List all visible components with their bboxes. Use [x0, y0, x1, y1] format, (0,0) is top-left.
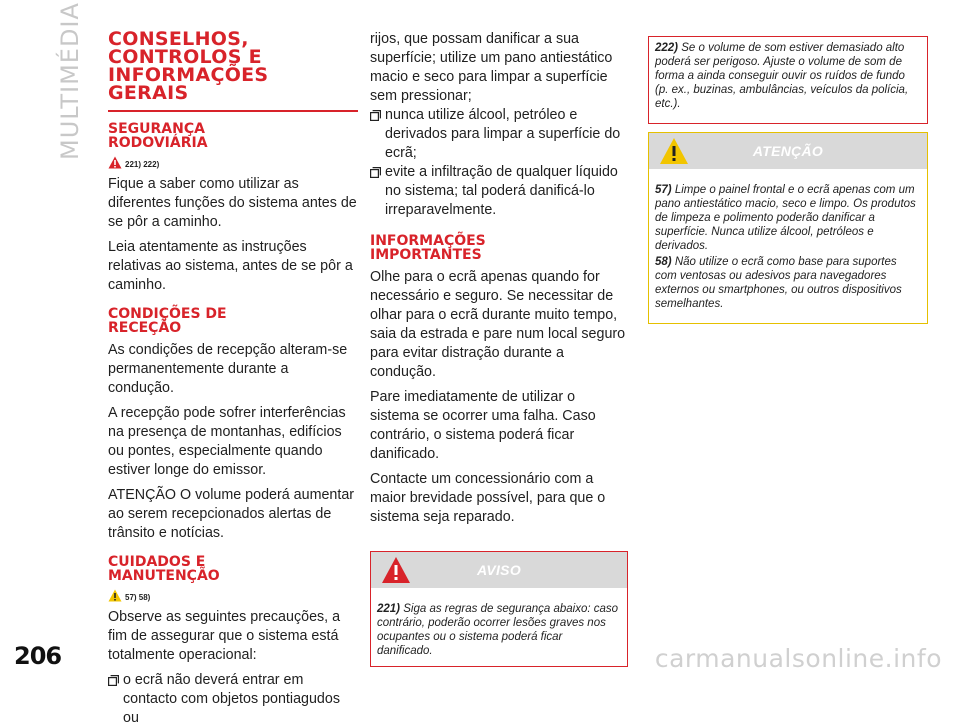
warning-triangle-yellow-icon	[108, 589, 122, 602]
warning-triangle-red-icon	[381, 556, 411, 584]
warning-triangle-yellow-icon	[659, 137, 689, 165]
paragraph: Observe as seguintes precauções, a fim de assegurar que o sistema está totalmente operacional:	[108, 609, 341, 663]
paragraph: ATENÇÃO O volume poderá aumentar ao serem recepcionados alertas de trânsito e notícias.	[108, 487, 355, 541]
notice-body	[649, 169, 927, 323]
bullet-square-icon	[370, 110, 381, 121]
aviso-notice-box	[370, 551, 628, 667]
notice-header	[649, 133, 927, 169]
column-1	[108, 30, 358, 728]
list-item: nunca utilize álcool, petróleo e derivados para limpar a superfície do ecrã;	[370, 106, 628, 163]
side-section-label: MULTIMÉDIA	[56, 2, 84, 160]
notice-item: 58) Não utilize o ecrã como base para suportes com ventosas ou adesivos para navegadores externos ou smartphones, ou outros dispositivos semelhantes.	[655, 256, 902, 310]
notice-title: AVISO	[476, 562, 522, 578]
notice-header	[371, 552, 627, 588]
paragraph: Pare imediatamente de utilizar o sistema se ocorrer uma falha. Caso contrário, o sistema poderá ficar danificado.	[370, 389, 596, 462]
bullet-square-icon	[108, 675, 119, 686]
section-title-care-maintenance: CUIDADOS E MANUTENÇÃO	[108, 554, 220, 584]
notice-item: 222) Se o volume de som estiver demasiado alto poderá ser perigoso. Ajuste o volume de som de forma a ainda conseguir ouvir os ruídos de fundo (p. ex., buzinas, ambulâncias, veículos da polícia, etc.).	[655, 42, 909, 110]
atencao-notice-box	[648, 132, 928, 324]
notice-item: 57) Limpe o painel frontal e o ecrã apenas com um pano antiestático macio, seco e limpo. Os produtos de limpeza e polimento poderão danificar a superfície. Nunca utilize álcool, petróleos e derivados.	[655, 184, 916, 252]
cross-reference	[108, 589, 358, 602]
column-2	[370, 30, 628, 667]
paragraph: Contacte um concessionário com a maior brevidade possível, para que o sistema seja reparado.	[370, 471, 606, 525]
paragraph-continuation: rijos, que possam danificar a sua superfície; utilize um pano antiestático macio e seco para limpar a superfície sem pressionar;	[370, 31, 613, 104]
paragraph: Fique a saber como utilizar as diferentes funções do sistema antes de se pôr a caminho.	[108, 176, 357, 230]
list-item: o ecrã não deverá entrar em contacto com objetos pontiagudos ou	[108, 671, 358, 728]
site-watermark: carmanualsonline.info	[654, 644, 942, 673]
cross-reference	[108, 156, 358, 169]
column-3	[648, 36, 928, 324]
paragraph: As condições de recepção alteram-se permanentemente durante a condução.	[108, 342, 348, 396]
section-title-reception: CONDIÇÕES DE RECEÇÃO	[108, 306, 227, 336]
paragraph: Olhe para o ecrã apenas quando for necessário e seguro. Se necessitar de olhar para o ecrã durante muito tempo, saia da estrada e pare num local seguro para evitar distração durante a condução.	[370, 269, 626, 380]
section-title-road-safety: SEGURANÇA RODOVIÁRIA	[108, 121, 208, 151]
notice-body	[371, 588, 627, 666]
warning-triangle-red-icon	[108, 156, 122, 169]
notice-title: ATENÇÃO	[752, 143, 824, 159]
notice-item: 221) Siga as regras de segurança abaixo: caso contrário, poderão ocorrer lesões graves nos ocupantes ou o sistema poderá ficar danificado.	[377, 603, 619, 657]
page-title: CONSELHOS, CONTROLOS E INFORMAÇÕES GERAIS	[108, 30, 358, 112]
paragraph: A recepção pode sofrer interferências na presença de montanhas, edifícios ou pontes, especialmente quando estiver longe do emissor.	[108, 405, 346, 478]
paragraph: Leia atentamente as instruções relativas ao sistema, antes de se pôr a caminho.	[108, 239, 353, 293]
page-number: 206	[14, 642, 62, 670]
list-item: evite a infiltração de qualquer líquido no sistema; tal poderá danificá-lo irreparavelmente.	[370, 163, 628, 220]
reference-numbers: 57) 58)	[125, 593, 151, 602]
aviso-continued-box	[648, 36, 928, 124]
reference-numbers: 221) 222)	[125, 160, 160, 169]
section-title-important-info: INFORMAÇÕES IMPORTANTES	[370, 233, 486, 263]
bullet-square-icon	[370, 167, 381, 178]
